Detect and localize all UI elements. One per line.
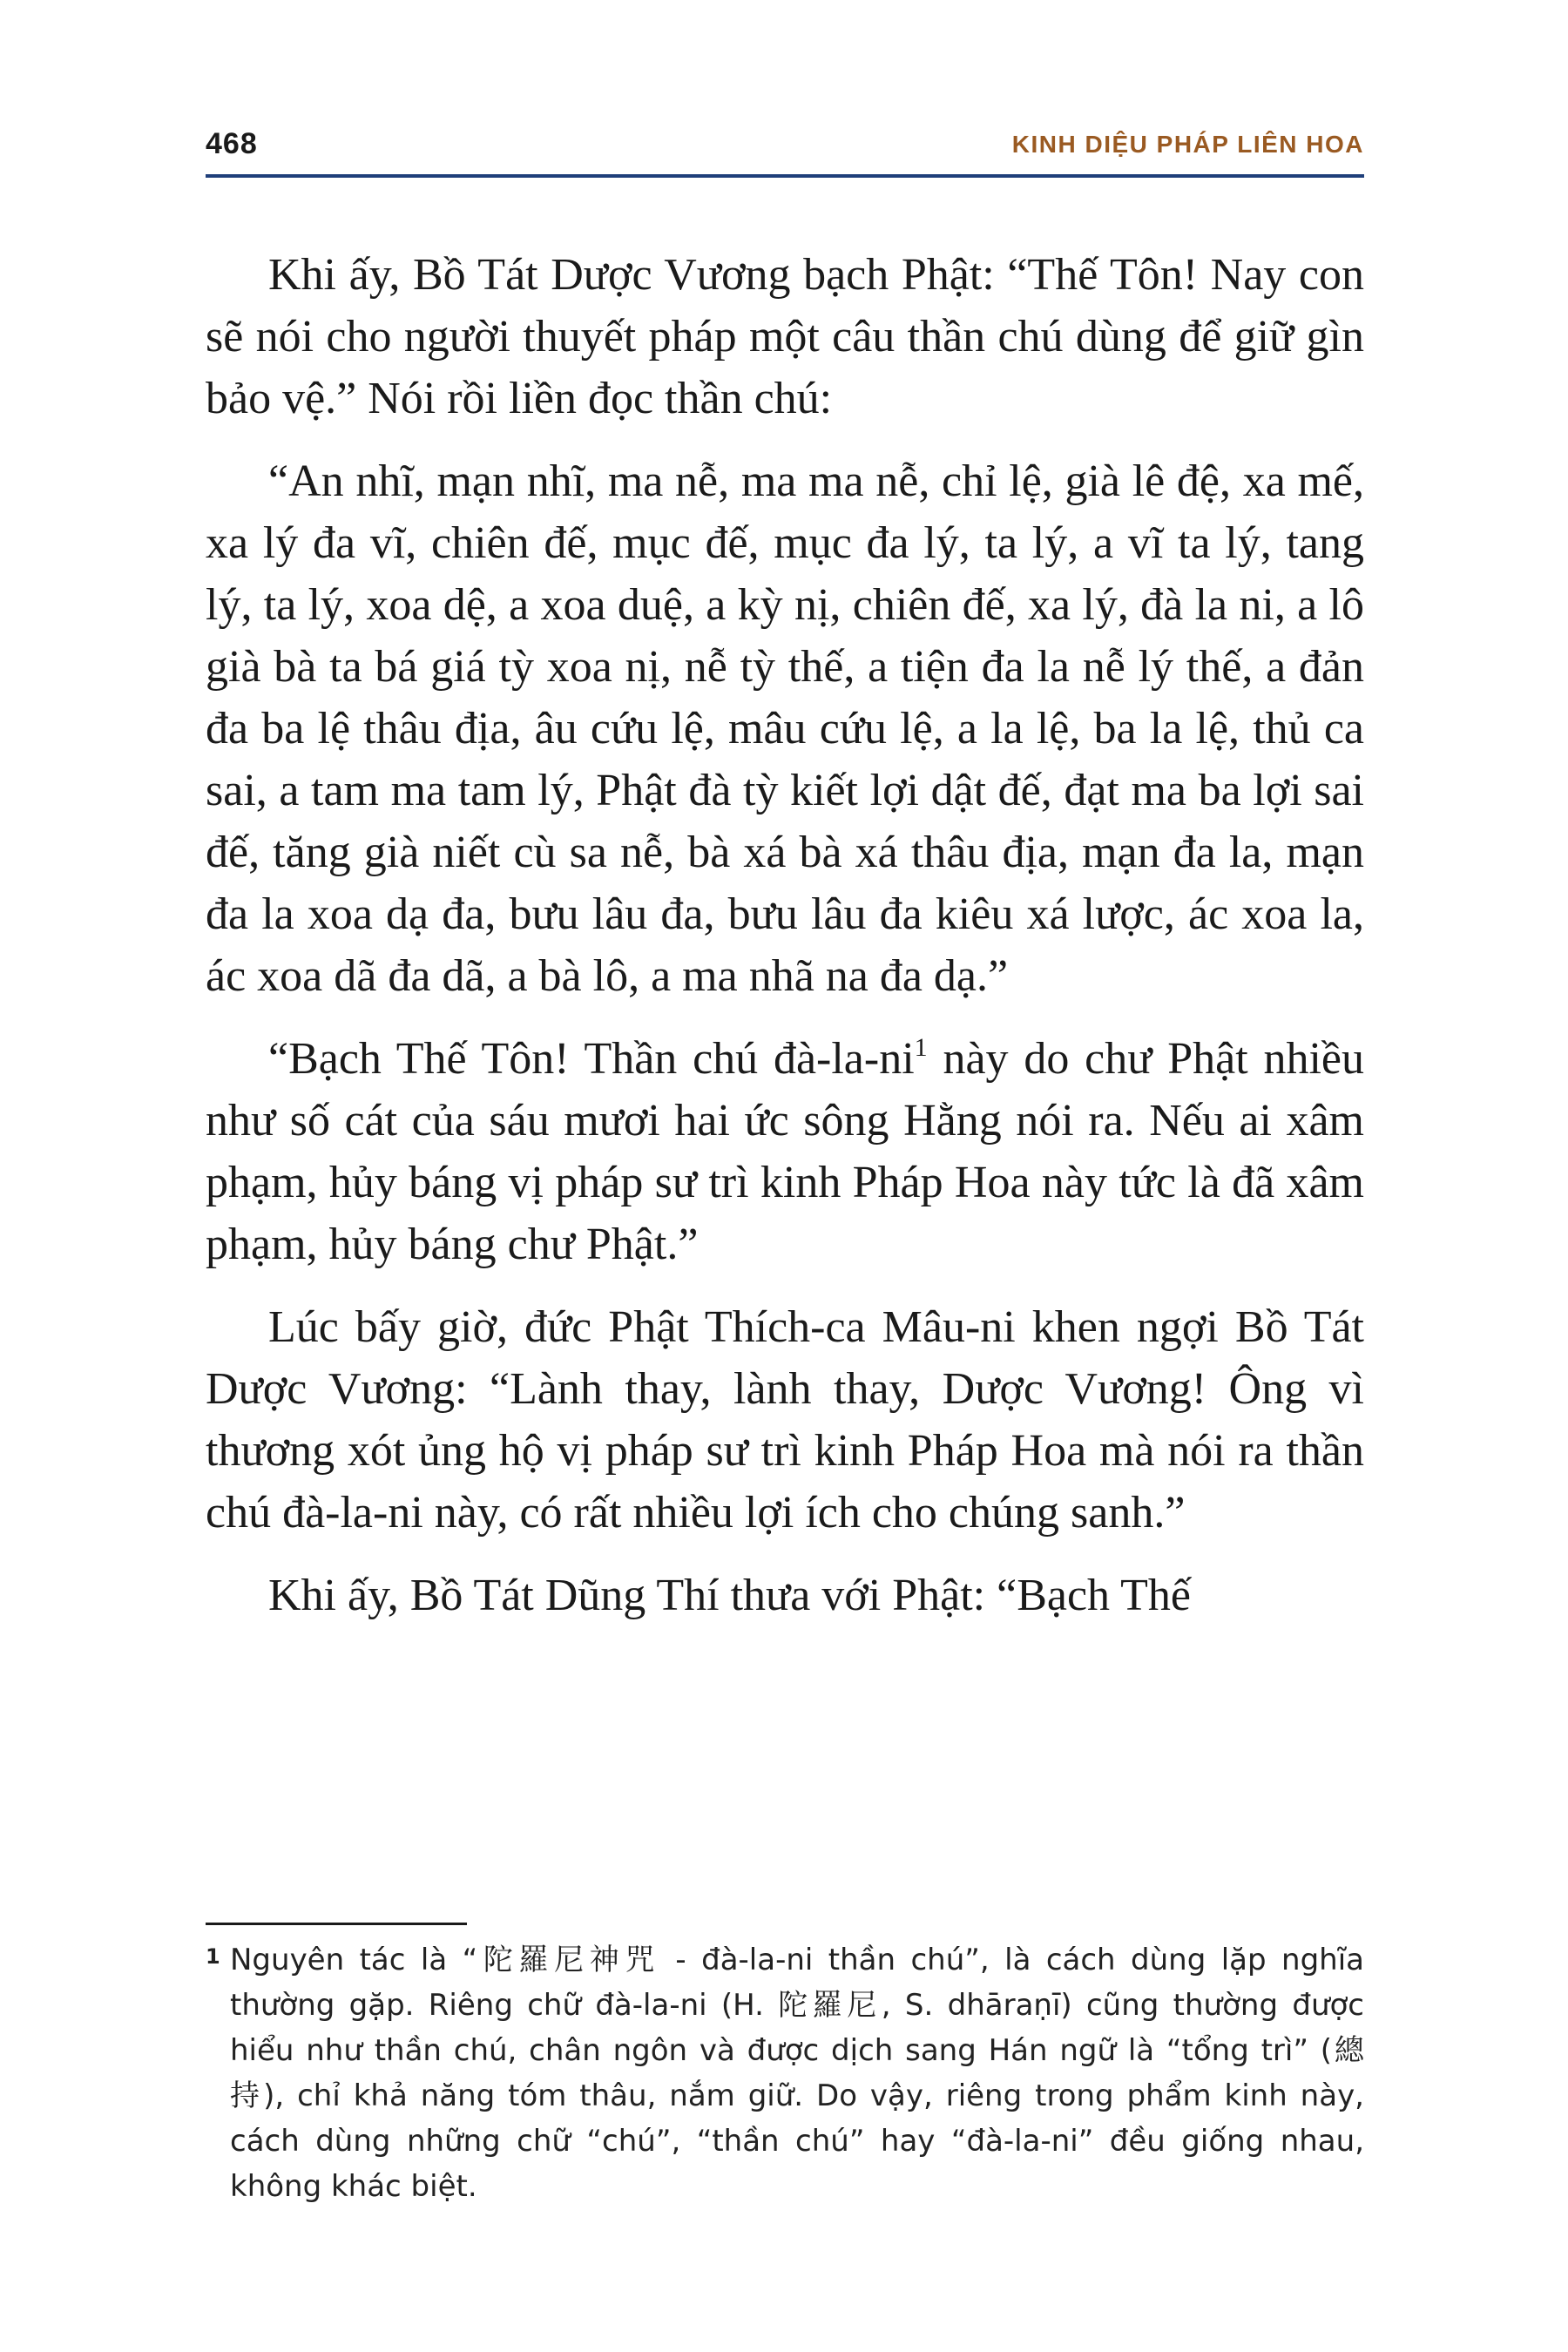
header-divider [206,174,1364,178]
paragraph-3-text-b: này do chư Phật nhiều như số cát của sáu mươi hai ức sông Hằng nói ra. Nếu ai xâm phạm, hủy báng vị pháp sư trì kinh Pháp Hoa này tức là đã xâm phạm, hủy báng chư Phật.” [206,1034,1364,1269]
paragraph-1: Khi ấy, Bồ Tát Dược Vương bạch Phật: “Thế Tôn! Nay con sẽ nói cho người thuyết pháp một câu thần chú dùng để giữ gìn bảo vệ.” Nói rồi liền đọc thần chú: [206,250,1364,423]
paragraph-5: Khi ấy, Bồ Tát Dũng Thí thưa với Phật: “Bạch Thế [268,1571,1191,1620]
footnote-reference[interactable]: 1 [914,1033,928,1062]
footnote-divider [206,1923,467,1925]
footnote [206,1937,1364,2209]
page-number: 468 [206,127,258,160]
paragraph-3-text-a: “Bạch Thế Tôn! Thần chú đà-la-ni [268,1034,915,1084]
footnote-text: Nguyên tác là “陀羅尼神咒 - đà-la-ni thần chú”, là cách dùng lặp nghĩa thường gặp. Riêng chữ đà-la-ni (H. 陀羅尼, S. dhāraṇī) cũng thường được hiểu như thần chú, chân ngôn và được dịch sang Hán ngữ là “tổng trì” (總持), chỉ khả năng tóm thâu, nắm giữ. Do vậy, riêng trong phẩm kinh này, cách dùng những chữ “chú”, “thần chú” hay “đà-la-ni” đều giống nhau, không khác biệt. [230,1943,1364,2204]
paragraph-4: Lúc bấy giờ, đức Phật Thích-ca Mâu-ni khen ngợi Bồ Tát Dược Vương: “Lành thay, lành thay, Dược Vương! Ông vì thương xót ủng hộ vị pháp sư trì kinh Pháp Hoa mà nói ra thần chú đà-la-ni này, có rất nhiều lợi ích cho chúng sanh.” [206,1302,1364,1538]
footnote-body [206,1937,1364,2209]
footnote-marker: 1 [206,1944,220,1969]
running-title: KINH DIỆU PHÁP LIÊN HOA [1011,131,1364,158]
main-text [206,244,1364,1626]
paragraph-2-mantra: “An nhĩ, mạn nhĩ, ma nễ, ma ma nễ, chỉ lệ, già lê đệ, xa mế, xa lý đa vĩ, chiên đế, mục đế, mục đa lý, ta lý, a vĩ ta lý, tang lý, ta lý, xoa dệ, a xoa duệ, a kỳ nị, chiên đế, xa lý, đà la ni, a lô già bà ta bá giá tỳ xoa nị, nễ tỳ thế, a tiện đa la nễ lý thế, a đản đa ba lệ thâu địa, âu cứu lệ, mâu cứu lệ, a la lệ, ba la lệ, thủ ca sai, a tam ma tam lý, Phật đà tỳ kiết lợi dật đế, đạt ma ba lợi sai đế, tăng già niết cù sa nễ, bà xá bà xá thâu địa, mạn đa la, mạn đa la xoa dạ đa, bưu lâu đa, bưu lâu đa kiêu xá lược, ác xoa la, ác xoa dã đa dã, a bà lô, a ma nhã na đa dạ.” [206,456,1364,1001]
paragraph-3 [206,1028,1364,1275]
